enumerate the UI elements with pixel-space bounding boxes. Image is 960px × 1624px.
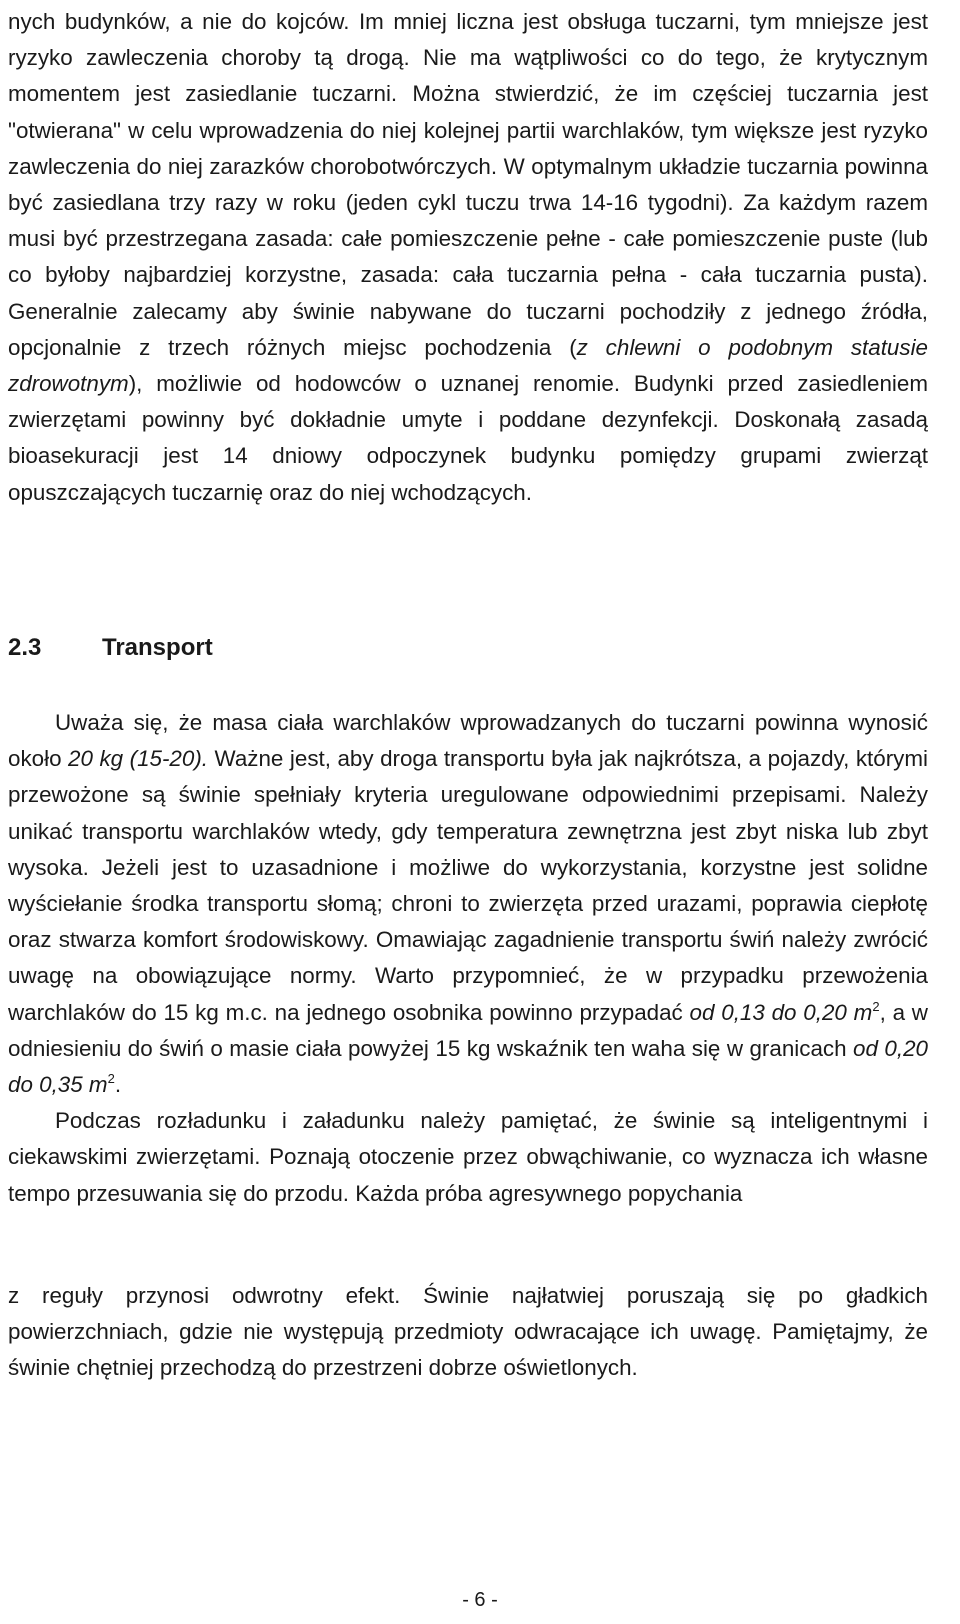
intro-text-2: ), możliwie od hodowców o uznanej renomie. Budynki przed zasiedleniem zwierzętami powinny być dokładnie umyte i poddane dezynfekcji. Doskonałą zasadą bioasekuracji jest 14 dniowy odpoczynek budynku pomiędzy grupami zwierząt opuszczających tuczarnię oraz do niej wchodzących. xyxy=(8,371,928,505)
transport-section-body xyxy=(8,705,928,1212)
transport-weight-italic: 20 kg (15-20). xyxy=(68,746,209,772)
intro-text-1: nych budynków, a nie do kojców. Im mniej liczna jest obsługa tuczarni, tym mniejsze jest ryzyko zawleczenia choroby tą drogą. Nie ma wątpliwości co do tego, że krytycznym momentem jest zasiedlanie tuczarni. Można stwierdzić, że im częściej tuczarnia jest "otwierana" w celu wprowadzenia do niej kolejnej partii warchlaków, tym większe jest ryzyko zawleczenia do niej zarazków chorobotwórczych. W optymalnym układzie tuczarnia powinna być zasiedlana trzy razy w roku (jeden cykl tuczu trwa 14-16 tygodni). Za każdym razem musi być przestrzegana zasada: całe pomieszczenie pełne - całe pomieszczenie puste (lub co byłoby najbardziej korzystne, zasada: cała tuczarnia pełna - cała tuczarnia pusta). Generalnie zalecamy aby świnie nabywane do tuczarni pochodziły z jednego źródła, opcjonalnie z trzech różnych miejsc pochodzenia ( xyxy=(8,9,928,360)
transport-area-large-italic: od 0,20 do 0,35 m xyxy=(8,1035,928,1098)
page-number: - 6 - xyxy=(462,1589,498,1611)
superscript-2: 2 xyxy=(107,1071,115,1087)
section-title: Transport xyxy=(102,634,213,661)
transport-paragraph-1 xyxy=(8,705,928,1103)
transport-area-small-italic: od 0,13 do 0,20 m xyxy=(689,999,873,1025)
section-number: 2.3 xyxy=(8,634,42,661)
transport-text-2: Ważne jest, aby droga transportu była jak najkrótsza, a pojazdy, którymi przewożone są świnie spełniały kryteria uregulowane odpowiednimi przepisami. Należy unikać transportu warchlaków wtedy, gdy temperatura zewnętrzna jest zbyt niska lub zbyt wysoka. Jeżeli jest to uzasadnione i możliwe do wykorzystania, korzystne jest solidne wyściełanie środka transportu słomą; chroni to zwierzęta przed urazami, poprawia ciepłotę oraz stwarza komfort środowiskowy. Omawiając zagadnienie transportu świń należy zwrócić uwagę na obowiązujące normy. Warto przypomnieć, że w przypadku przewożenia warchlaków do 15 kg m.c. na jednego osobnika powinno przypadać xyxy=(8,746,928,1025)
continuation-paragraph: z reguły przynosi odwrotny efekt. Świnie najłatwiej poruszają się po gładkich powierzchniach, gdzie nie występują przedmioty odwracające ich uwagę. Pamiętajmy, że świnie chętniej przechodzą do przestrzeni dobrze oświetlonych. xyxy=(8,1283,928,1381)
transport-paragraph-2: Podczas rozładunku i załadunku należy pamiętać, że świnie są inteligentnymi i ciekawskimi zwierzętami. Poznają otoczenie przez obwąchiwanie, co wyznacza ich własne tempo przesuwania się do przodu. Każda próba agresywnego popychania xyxy=(8,1108,928,1206)
transport-text-1: Uważa się, że masa ciała warchlaków wprowadzanych do tuczarni powinna wynosić około xyxy=(8,710,928,772)
transport-text-3: , a w odniesieniu do świń o masie ciała powyżej 15 kg wskaźnik ten waha się w granicach xyxy=(8,999,928,1061)
superscript-1: 2 xyxy=(872,998,880,1014)
section-heading xyxy=(8,632,213,664)
transport-text-4: . xyxy=(114,1072,122,1098)
intro-paragraph xyxy=(8,4,928,511)
intro-text-italic: z chlewni o podobnym statusie zdrowotnym xyxy=(8,334,928,397)
